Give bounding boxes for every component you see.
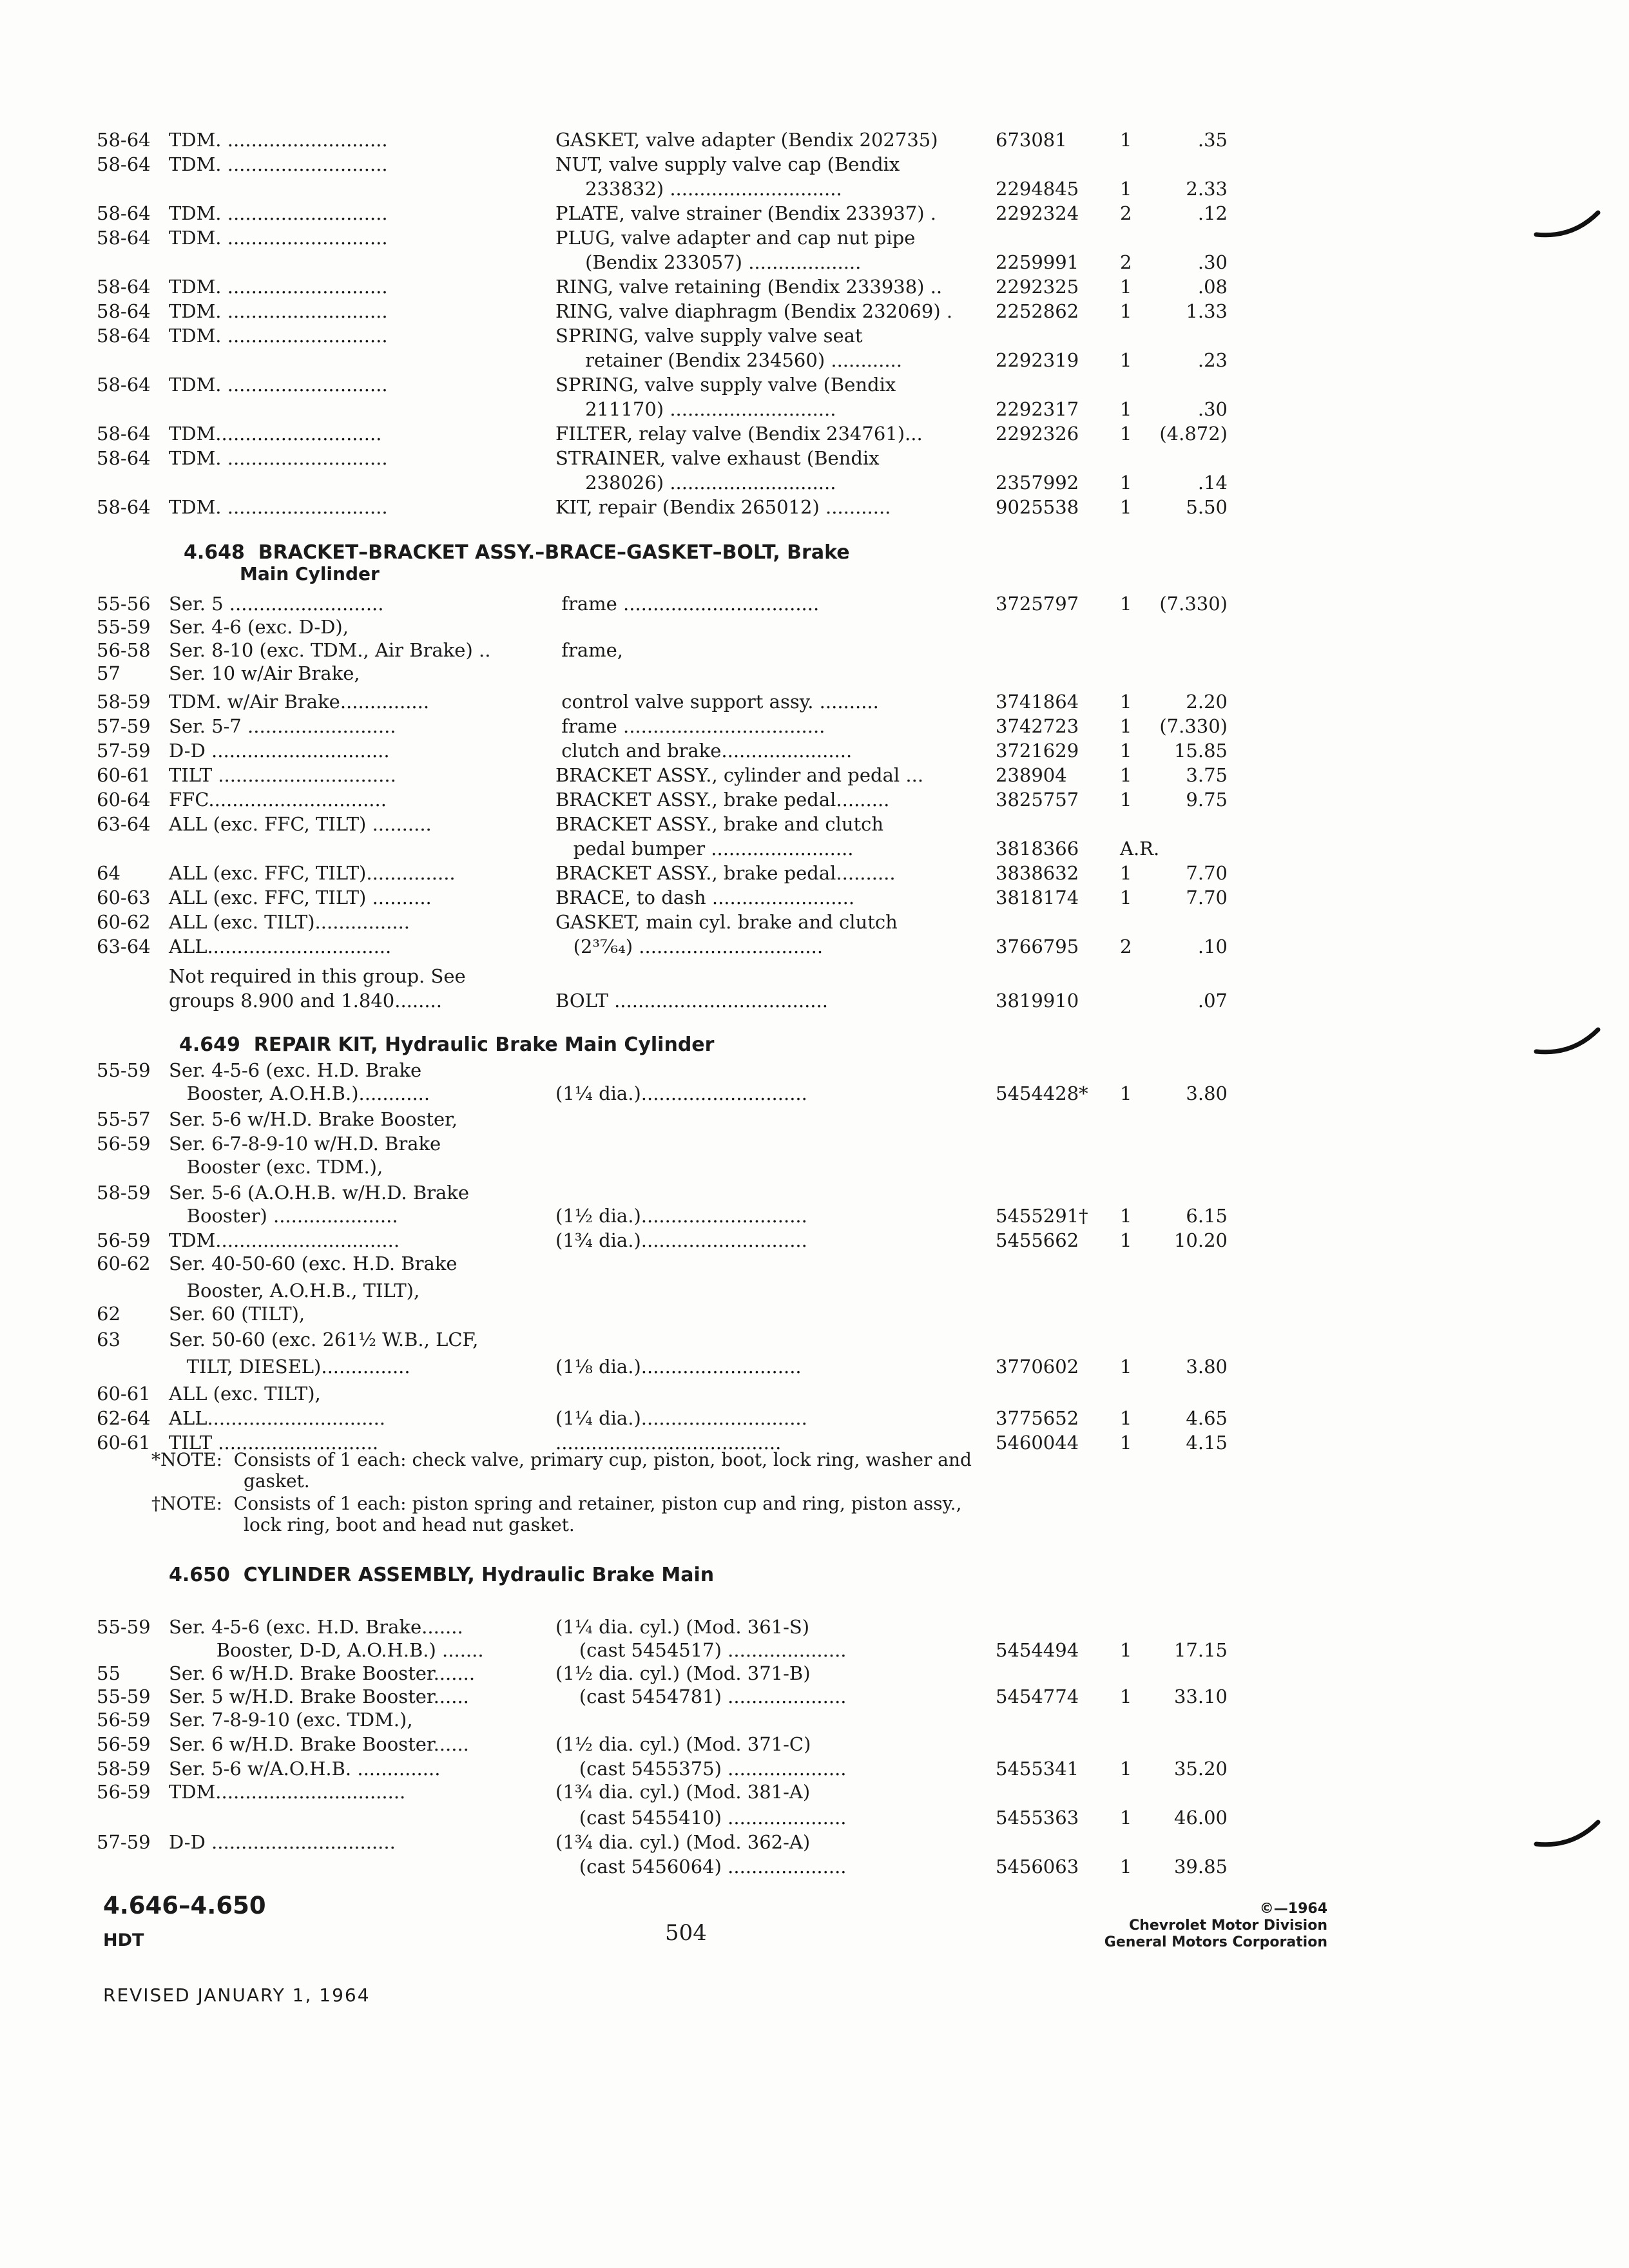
model-years: 56-59 [97, 1733, 151, 1755]
model-years: 60-61 [97, 1432, 151, 1454]
part-description: ...................................... [555, 1432, 782, 1454]
quantity: 1 [1120, 1807, 1132, 1829]
price: .23 [1197, 349, 1228, 371]
quantity: 1 [1120, 1686, 1132, 1707]
model-years: 63-64 [97, 813, 151, 835]
part-description: (1¼ dia.)............................ [555, 1082, 807, 1104]
application: ALL (exc. TILT), [169, 1383, 321, 1405]
footer-range: 4.646–4.650 [103, 1892, 266, 1919]
application: Ser. 7-8-9-10 (exc. TDM.), [169, 1709, 413, 1731]
quantity: 1 [1120, 1205, 1132, 1227]
margin-mark-icon [1534, 206, 1605, 245]
model-years: 55-59 [97, 1059, 151, 1081]
quantity: 1 [1120, 1758, 1132, 1780]
part-number: 2259991 [996, 251, 1079, 273]
part-description: (cast 5454781) .................... [555, 1686, 847, 1707]
price: 4.65 [1186, 1407, 1228, 1429]
quantity: 1 [1120, 423, 1132, 445]
model-years: 60-64 [97, 789, 151, 811]
part-description: BOLT .................................... [555, 990, 828, 1012]
part-number: 3770602 [996, 1356, 1079, 1378]
model-years: 57-59 [97, 715, 151, 737]
part-description: (1⅛ dia.)........................... [555, 1356, 802, 1378]
part-description: PLUG, valve adapter and cap nut pipe [555, 227, 916, 249]
quantity: 1 [1120, 472, 1132, 494]
part-description: GASKET, main cyl. brake and clutch [555, 911, 898, 933]
model-years: 55 [97, 1662, 120, 1684]
application: TDM. ........................... [169, 496, 388, 518]
part-number: 5456063 [996, 1856, 1079, 1878]
model-years: 60-63 [97, 887, 151, 908]
model-years: 58-64 [97, 227, 151, 249]
model-years: 58-64 [97, 153, 151, 175]
quantity: 1 [1120, 1082, 1132, 1104]
model-years: 55-59 [97, 1616, 151, 1638]
quantity: 1 [1120, 496, 1132, 518]
application: TDM. ........................... [169, 202, 388, 224]
application: TDM. ........................... [169, 300, 388, 322]
part-description: 211170) ............................ [555, 398, 836, 420]
quantity: A.R. [1120, 838, 1160, 860]
section-4-648-title: 4.648 BRACKET–BRACKET ASSY.–BRACE–GASKET–BOLT, Brake [184, 541, 850, 564]
publisher-line-1: Chevrolet Motor Division [1129, 1917, 1327, 1934]
part-number: 3775652 [996, 1407, 1079, 1429]
application: Ser. 4-5-6 (exc. H.D. Brake [169, 1059, 422, 1081]
part-description: (Bendix 233057) ................... [555, 251, 862, 273]
price: 15.85 [1173, 740, 1228, 762]
price: 7.70 [1186, 887, 1228, 908]
part-number: 673081 [996, 129, 1067, 151]
part-description: pedal bumper ........................ [555, 838, 854, 860]
part-description: BRACE, to dash ........................ [555, 887, 855, 908]
part-description: (1½ dia.)............................ [555, 1205, 807, 1227]
application: TILT ........................... [169, 1432, 379, 1454]
part-description: (cast 5454517) .................... [555, 1639, 847, 1661]
price: .30 [1197, 251, 1228, 273]
price: 2.20 [1186, 691, 1228, 713]
application: Ser. 5-6 (A.O.H.B. w/H.D. Brake [169, 1182, 470, 1204]
application: TDM. w/Air Brake............... [169, 691, 430, 713]
price: 3.80 [1186, 1082, 1228, 1104]
quantity: 1 [1120, 1229, 1132, 1251]
part-description: NUT, valve supply valve cap (Bendix [555, 153, 900, 175]
price: 7.70 [1186, 862, 1228, 884]
model-years: 62 [97, 1303, 120, 1325]
part-number: 2292319 [996, 349, 1079, 371]
model-years: 64 [97, 862, 120, 884]
note-asterisk-cont: gasket. [244, 1470, 310, 1492]
application: D-D .............................. [169, 740, 390, 762]
part-description: (2³⁷⁄₆₄) ............................... [555, 936, 824, 957]
application: Booster, A.O.H.B., TILT), [169, 1280, 420, 1302]
application: Ser. 5-6 w/H.D. Brake Booster, [169, 1108, 458, 1130]
model-years: 57-59 [97, 1831, 151, 1853]
model-years: 58-64 [97, 496, 151, 518]
part-description: (1¼ dia.)............................ [555, 1407, 807, 1429]
model-years: 58-64 [97, 300, 151, 322]
part-number: 2292324 [996, 202, 1079, 224]
price: .14 [1197, 472, 1228, 494]
section-4-649-title: 4.649 REPAIR KIT, Hydraulic Brake Main Cylinder [179, 1033, 715, 1056]
model-years: 56-58 [97, 639, 151, 661]
revised-date: REVISED JANUARY 1, 1964 [103, 1984, 371, 2006]
note-dagger: †NOTE: Consists of 1 each: piston spring and retainer, piston cup and ring, piston assy., [151, 1493, 962, 1514]
quantity: 1 [1120, 1639, 1132, 1661]
part-number: 2292326 [996, 423, 1079, 445]
part-number: 2294845 [996, 178, 1079, 200]
application: Booster (exc. TDM.), [169, 1156, 383, 1178]
price: .12 [1197, 202, 1228, 224]
model-years: 58-59 [97, 1758, 151, 1780]
part-number: 3725797 [996, 593, 1079, 615]
model-years: 63 [97, 1329, 120, 1350]
quantity: 1 [1120, 1407, 1132, 1429]
application: TDM. ........................... [169, 129, 388, 151]
price: .10 [1197, 936, 1228, 957]
application: ALL (exc. FFC, TILT) .......... [169, 813, 432, 835]
part-description: KIT, repair (Bendix 265012) ........... [555, 496, 891, 518]
application: ALL.............................. [169, 1407, 386, 1429]
quantity: 2 [1120, 936, 1132, 957]
quantity: 1 [1120, 691, 1132, 713]
part-number: 9025538 [996, 496, 1079, 518]
quantity: 1 [1120, 593, 1132, 615]
application: TDM............................... [169, 1229, 400, 1251]
part-description: (cast 5456064) .................... [555, 1856, 847, 1878]
part-number: 3742723 [996, 715, 1079, 737]
model-years: 58-59 [97, 1182, 151, 1204]
section-4-650-title: 4.650 CYLINDER ASSEMBLY, Hydraulic Brake Main [169, 1564, 715, 1586]
application: FFC.............................. [169, 789, 387, 811]
application: ALL (exc. TILT)................ [169, 911, 410, 933]
margin-mark-icon [1534, 1816, 1605, 1854]
price: 4.15 [1186, 1432, 1228, 1454]
model-years: 58-64 [97, 423, 151, 445]
price: 39.85 [1173, 1856, 1228, 1878]
part-number: 2292317 [996, 398, 1079, 420]
part-number: 3825757 [996, 789, 1079, 811]
part-description: (1¼ dia. cyl.) (Mod. 361-S) [555, 1616, 810, 1638]
model-years: 58-64 [97, 325, 151, 347]
application: Ser. 5-6 w/A.O.H.B. .............. [169, 1758, 441, 1780]
part-number: 5454774 [996, 1686, 1079, 1707]
part-number: 5454494 [996, 1639, 1079, 1661]
price: 10.20 [1173, 1229, 1228, 1251]
application: TDM. ........................... [169, 153, 388, 175]
price: 46.00 [1173, 1807, 1228, 1829]
model-years: 63-64 [97, 936, 151, 957]
part-number: 3819910 [996, 990, 1079, 1012]
quantity: 1 [1120, 887, 1132, 908]
quantity: 2 [1120, 251, 1132, 273]
application: Booster, A.O.H.B.)............ [169, 1082, 430, 1104]
price: 3.80 [1186, 1356, 1228, 1378]
price: .35 [1197, 129, 1228, 151]
part-description: retainer (Bendix 234560) ............ [555, 349, 902, 371]
model-years: 58-64 [97, 202, 151, 224]
part-number: 2292325 [996, 276, 1079, 298]
model-years: 58-64 [97, 276, 151, 298]
part-number: 3838632 [996, 862, 1079, 884]
quantity: 1 [1120, 1432, 1132, 1454]
price: (7.330) [1159, 593, 1228, 615]
model-years: 62-64 [97, 1407, 151, 1429]
part-number: 3766795 [996, 936, 1079, 957]
price: 2.33 [1186, 178, 1228, 200]
part-number: 5455363 [996, 1807, 1079, 1829]
page-number: 504 [665, 1920, 707, 1946]
model-years: 57 [97, 662, 120, 684]
part-number: 5455662 [996, 1229, 1079, 1251]
price: (4.872) [1159, 423, 1228, 445]
application: Ser. 4-6 (exc. D-D), [169, 616, 349, 638]
section-4-648-subtitle: Main Cylinder [240, 563, 380, 584]
part-description: (cast 5455410) .................... [555, 1807, 847, 1829]
part-description: control valve support assy. .......... [555, 691, 879, 713]
application: Ser. 10 w/Air Brake, [169, 662, 360, 684]
part-description: SPRING, valve supply valve seat [555, 325, 863, 347]
application: TILT, DIESEL)............... [169, 1356, 410, 1378]
price: 6.15 [1186, 1205, 1228, 1227]
application: TDM. ........................... [169, 276, 388, 298]
model-years: 60-61 [97, 764, 151, 786]
part-number: 238904 [996, 764, 1067, 786]
application: Ser. 6 w/H.D. Brake Booster....... [169, 1662, 476, 1684]
part-number: 5460044 [996, 1432, 1079, 1454]
application: Ser. 40-50-60 (exc. H.D. Brake [169, 1253, 458, 1274]
price: 9.75 [1186, 789, 1228, 811]
model-years: 56-59 [97, 1781, 151, 1803]
part-description: PLATE, valve strainer (Bendix 233937) . [555, 202, 937, 224]
price: 3.75 [1186, 764, 1228, 786]
application: ALL (exc. FFC, TILT)............... [169, 862, 456, 884]
application: TILT .............................. [169, 764, 396, 786]
application: Ser. 60 (TILT), [169, 1303, 305, 1325]
copyright: ©—1964 [1259, 1901, 1327, 1917]
part-description: (1½ dia. cyl.) (Mod. 371-B) [555, 1662, 811, 1684]
part-description: 233832) ............................. [555, 178, 842, 200]
application: Not required in this group. See [169, 965, 466, 987]
application: Ser. 6 w/H.D. Brake Booster...... [169, 1733, 469, 1755]
part-number: 3741864 [996, 691, 1079, 713]
margin-mark-icon [1534, 1023, 1605, 1062]
part-description: STRAINER, valve exhaust (Bendix [555, 447, 880, 469]
application: TDM. ........................... [169, 374, 388, 396]
part-description: RING, valve retaining (Bendix 233938) .. [555, 276, 943, 298]
application: TDM............................ [169, 423, 382, 445]
price: .30 [1197, 398, 1228, 420]
part-description: (1¾ dia. cyl.) (Mod. 362-A) [555, 1831, 811, 1853]
part-number: 5454428* [996, 1082, 1088, 1104]
model-years: 58-64 [97, 129, 151, 151]
model-years: 55-56 [97, 593, 151, 615]
model-years: 55-59 [97, 1686, 151, 1707]
model-years: 60-61 [97, 1383, 151, 1405]
part-description: clutch and brake...................... [555, 740, 853, 762]
part-description: frame ................................. [555, 593, 820, 615]
application: Ser. 5 w/H.D. Brake Booster...... [169, 1686, 469, 1707]
model-years: 58-59 [97, 691, 151, 713]
quantity: 1 [1120, 715, 1132, 737]
quantity: 1 [1120, 862, 1132, 884]
quantity: 1 [1120, 178, 1132, 200]
quantity: 2 [1120, 202, 1132, 224]
part-description: frame, [555, 639, 623, 661]
quantity: 1 [1120, 276, 1132, 298]
part-description: GASKET, valve adapter (Bendix 202735) [555, 129, 938, 151]
quantity: 1 [1120, 764, 1132, 786]
part-description: (cast 5455375) .................... [555, 1758, 847, 1780]
part-number: 3721629 [996, 740, 1079, 762]
quantity: 1 [1120, 740, 1132, 762]
price: 33.10 [1173, 1686, 1228, 1707]
part-description: (1½ dia. cyl.) (Mod. 371-C) [555, 1733, 811, 1755]
price: .08 [1197, 276, 1228, 298]
quantity: 1 [1120, 300, 1132, 322]
application: ALL (exc. FFC, TILT) .......... [169, 887, 432, 908]
application: TDM. ........................... [169, 447, 388, 469]
part-description: (1¾ dia. cyl.) (Mod. 381-A) [555, 1781, 811, 1803]
part-description: 238026) ............................ [555, 472, 836, 494]
application: Ser. 50-60 (exc. 261½ W.B., LCF, [169, 1329, 479, 1350]
application: Ser. 5 .......................... [169, 593, 384, 615]
model-years: 57-59 [97, 740, 151, 762]
application: Ser. 4-5-6 (exc. H.D. Brake....... [169, 1616, 463, 1638]
price: (7.330) [1159, 715, 1228, 737]
application: groups 8.900 and 1.840........ [169, 990, 442, 1012]
application: TDM. ........................... [169, 227, 388, 249]
part-description: BRACKET ASSY., brake pedal......... [555, 789, 890, 811]
part-description: BRACKET ASSY., cylinder and pedal ... [555, 764, 924, 786]
application: Ser. 6-7-8-9-10 w/H.D. Brake [169, 1133, 441, 1155]
part-number: 5455291† [996, 1205, 1088, 1227]
model-years: 58-64 [97, 447, 151, 469]
price: 5.50 [1186, 496, 1228, 518]
price: 1.33 [1186, 300, 1228, 322]
quantity: 1 [1120, 789, 1132, 811]
model-years: 58-64 [97, 374, 151, 396]
part-description: frame .................................. [555, 715, 825, 737]
application: Booster) ..................... [169, 1205, 398, 1227]
quantity: 1 [1120, 1856, 1132, 1878]
application: TDM................................ [169, 1781, 406, 1803]
part-number: 3818174 [996, 887, 1079, 908]
price: 17.15 [1173, 1639, 1228, 1661]
application: TDM. ........................... [169, 325, 388, 347]
part-description: RING, valve diaphragm (Bendix 232069) . [555, 300, 953, 322]
application: Ser. 5-7 ......................... [169, 715, 396, 737]
footer-code: HDT [103, 1930, 144, 1950]
part-number: 2357992 [996, 472, 1079, 494]
application: D-D ............................... [169, 1831, 396, 1853]
quantity: 1 [1120, 129, 1132, 151]
model-years: 55-57 [97, 1108, 151, 1130]
part-description: (1¾ dia.)............................ [555, 1229, 807, 1251]
model-years: 60-62 [97, 1253, 151, 1274]
note-dagger-cont: lock ring, boot and head nut gasket. [244, 1514, 575, 1535]
quantity: 1 [1120, 398, 1132, 420]
model-years: 60-62 [97, 911, 151, 933]
part-number: 2252862 [996, 300, 1079, 322]
application: Booster, D-D, A.O.H.B.) ....... [169, 1639, 484, 1661]
quantity: 1 [1120, 349, 1132, 371]
price: 35.20 [1173, 1758, 1228, 1780]
publisher-line-2: General Motors Corporation [1104, 1934, 1327, 1950]
application: Ser. 8-10 (exc. TDM., Air Brake) .. [169, 639, 491, 661]
application: ALL............................... [169, 936, 392, 957]
model-years: 56-59 [97, 1133, 151, 1155]
part-description: FILTER, relay valve (Bendix 234761)... [555, 423, 923, 445]
price: .07 [1197, 990, 1228, 1012]
part-description: BRACKET ASSY., brake and clutch [555, 813, 884, 835]
model-years: 55-59 [97, 616, 151, 638]
model-years: 56-59 [97, 1229, 151, 1251]
note-asterisk: *NOTE: Consists of 1 each: check valve, primary cup, piston, boot, lock ring, washer and [151, 1449, 972, 1470]
part-description: SPRING, valve supply valve (Bendix [555, 374, 896, 396]
part-number: 3818366 [996, 838, 1079, 860]
model-years: 56-59 [97, 1709, 151, 1731]
part-description: BRACKET ASSY., brake pedal.......... [555, 862, 896, 884]
quantity: 1 [1120, 1356, 1132, 1378]
part-number: 5455341 [996, 1758, 1079, 1780]
